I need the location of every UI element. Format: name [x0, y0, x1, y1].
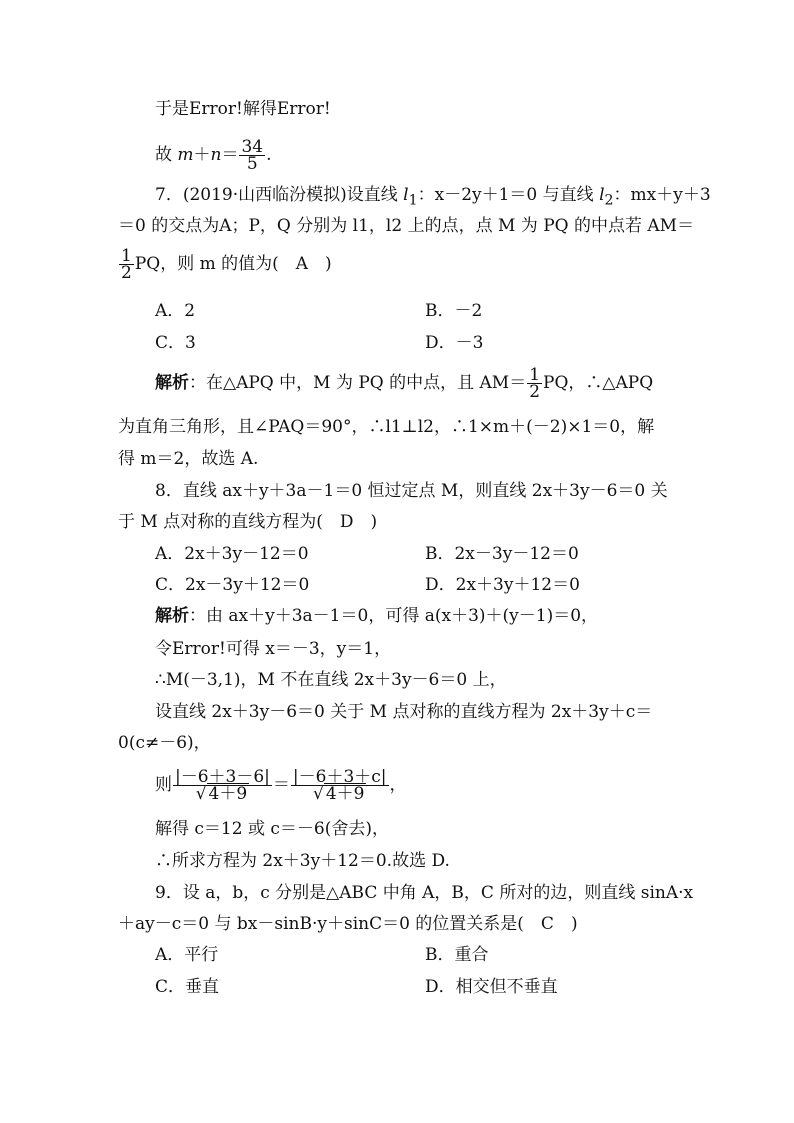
sqrt-sign: √: [312, 784, 324, 804]
op: ＋: [193, 145, 211, 165]
text: ：在△APQ 中，M 为 PQ 的中点，且 AM＝: [189, 373, 527, 393]
solution-8-line-6: [155, 760, 407, 810]
question-9-line-2: ＋ay－c＝0 与 bx－sinB·y＋sinC＝0 的位置关系是( C ): [118, 914, 578, 934]
solution-8-line-7: 解得 c＝12 或 c＝－6(舍去)，: [155, 819, 389, 839]
option-d: D．－3: [425, 333, 484, 353]
solution-7-line-3: 得 m＝2，故选 A.: [118, 449, 259, 469]
option-a: A．2x＋3y－12＝0: [155, 544, 309, 564]
solution-8-line-4: 设直线 2x＋3y－6＝0 关于 M 点对称的直线方程为 2x＋3y＋c＝: [155, 702, 653, 722]
numerator: 1: [121, 246, 132, 266]
text: ：mx＋y＋3: [613, 185, 711, 205]
option-c: C．2x－3y＋12＝0: [155, 575, 310, 595]
text: 故: [155, 145, 178, 165]
solution-8-line-3: ∴M(－3,1)，M 不在直线 2x＋3y－6＝0 上，: [155, 670, 507, 690]
text: ，: [389, 775, 407, 795]
option-b: B．重合: [425, 945, 489, 965]
numerator: |－6＋3－6|: [175, 767, 270, 787]
fraction: [119, 248, 134, 281]
option-b: B．－2: [425, 301, 483, 321]
text: .: [266, 145, 272, 165]
subscript: 2: [604, 192, 614, 209]
text: PQ，则 m 的值为( A ): [134, 254, 332, 274]
denominator: [173, 786, 272, 802]
solution-label: 解析: [155, 373, 189, 393]
radicand: 4＋9: [325, 784, 365, 804]
subscript: 1: [408, 192, 418, 209]
fraction: [239, 139, 265, 172]
fraction: [527, 367, 542, 400]
denominator: 2: [121, 263, 132, 283]
denominator: 2: [529, 382, 541, 402]
solution-8-line-1: [155, 604, 598, 628]
var: m: [177, 145, 194, 165]
text: 7．(2019·山西临汾模拟)设直线: [155, 185, 404, 205]
numerator: |－6＋3＋c|: [292, 767, 387, 787]
solution-7-line-2: 为直角三角形，且∠PAQ＝90°，∴l1⊥l2，∴1×m＋(－2)×1＝0，解: [118, 417, 655, 437]
solution-label: 解析: [155, 606, 189, 626]
option-c: C．垂直: [155, 977, 220, 997]
var: n: [210, 145, 222, 165]
solution-8-line-5: 0(c≠－6)，: [118, 733, 211, 753]
solution-8-line-2: 令Error!可得 x＝－3，y＝1，: [155, 639, 392, 659]
denominator: [291, 786, 389, 802]
solution-7-line-1: [155, 363, 653, 403]
radicand: 4＋9: [208, 784, 248, 804]
question-9-line-1: 9．设 a，b，c 分别是△ABC 中角 A，B，C 所对的边，则直线 sinA·x: [155, 883, 694, 903]
text: ：由 ax＋y＋3a－1＝0，可得 a(x＋3)＋(y－1)＝0，: [189, 606, 599, 626]
question-7-line-2: ＝0 的交点为A；P，Q 分别为 l1，l2 上的点，点 M 为 PQ 的中点若 AM＝: [118, 216, 695, 236]
option-b: B．2x－3y－12＝0: [425, 544, 579, 564]
fraction: [291, 769, 389, 802]
option-d: D．2x＋3y＋12＝0: [425, 575, 580, 595]
var: l: [599, 185, 605, 205]
numerator: 34: [241, 137, 264, 157]
numerator: 1: [529, 365, 541, 385]
sqrt-sign: √: [195, 784, 207, 804]
option-a: A．2: [155, 301, 196, 321]
question-8-line-1: 8．直线 ax＋y＋3a－1＝0 恒过定点 M，则直线 2x＋3y－6＝0 关: [155, 481, 668, 501]
fraction: [173, 769, 272, 802]
option-c: C．3: [155, 333, 196, 353]
text: 则: [155, 775, 172, 795]
text-line-sum: [155, 135, 272, 175]
question-8-line-2: 于 M 点对称的直线方程为( D ): [118, 512, 378, 532]
question-7-line-1: [155, 183, 711, 207]
var: l: [403, 185, 409, 205]
option-d: D．相交但不垂直: [425, 977, 558, 997]
option-a: A．平行: [155, 945, 219, 965]
text: PQ，∴△APQ: [543, 373, 654, 393]
solution-8-line-8: ∴所求方程为 2x＋3y＋12＝0.故选 D.: [155, 851, 450, 871]
text: ：x－2y＋1＝0 与直线: [417, 185, 600, 205]
text-line: 于是Error!解得Error!: [155, 99, 331, 119]
question-7-line-3: [118, 244, 332, 284]
op: ＝: [272, 775, 290, 795]
denominator: 5: [246, 154, 258, 174]
op: ＝: [221, 145, 239, 165]
